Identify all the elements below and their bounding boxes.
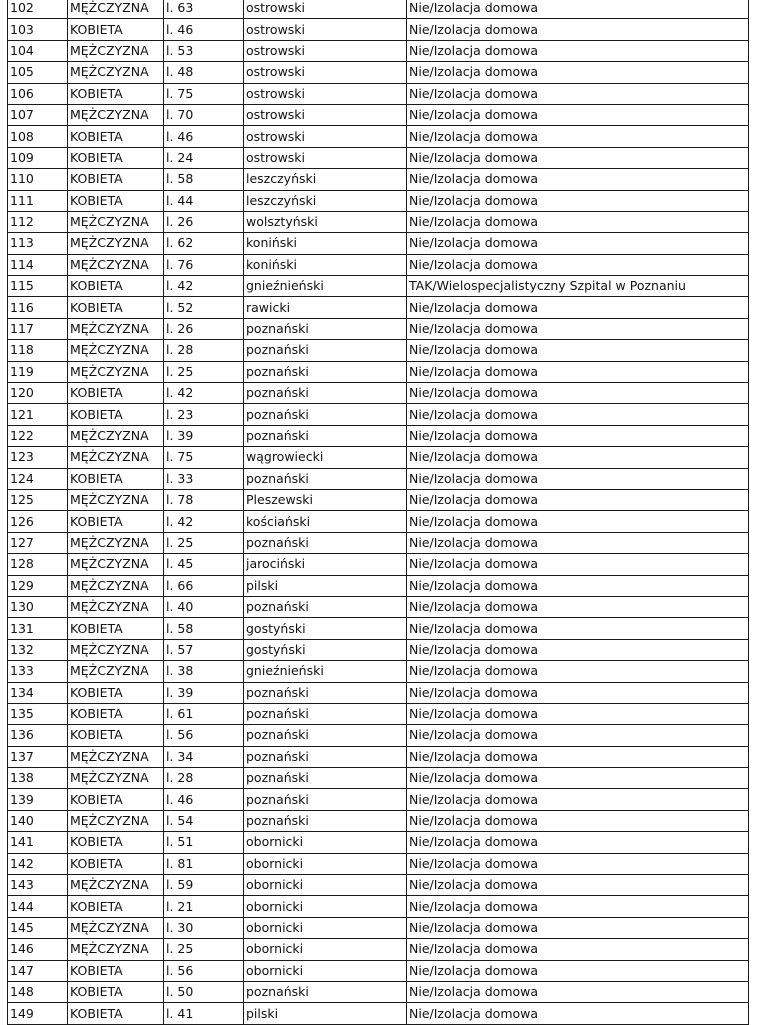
district-cell: poznański <box>244 703 407 724</box>
age-cell: l. 45 <box>164 554 244 575</box>
age-cell: l. 56 <box>164 960 244 981</box>
hospitalization-status-cell: Nie/Izolacja domowa <box>407 211 749 232</box>
age-cell: l. 30 <box>164 917 244 938</box>
table-row <box>8 425 749 446</box>
age-cell: l. 51 <box>164 832 244 853</box>
district-cell: poznański <box>244 340 407 361</box>
sex-cell: MĘŻCZYZNA <box>68 62 164 83</box>
table-row <box>8 19 749 40</box>
case-number-cell: 144 <box>8 896 68 917</box>
hospitalization-status-cell: Nie/Izolacja domowa <box>407 511 749 532</box>
sex-cell: KOBIETA <box>68 1003 164 1024</box>
table-row <box>8 917 749 938</box>
hospitalization-status-cell: Nie/Izolacja domowa <box>407 383 749 404</box>
age-cell: l. 46 <box>164 19 244 40</box>
table-row <box>8 853 749 874</box>
case-number-cell: 134 <box>8 682 68 703</box>
case-number-cell: 145 <box>8 917 68 938</box>
case-number-cell: 121 <box>8 404 68 425</box>
table-row <box>8 254 749 275</box>
age-cell: l. 54 <box>164 810 244 831</box>
case-number-cell: 137 <box>8 746 68 767</box>
age-cell: l. 42 <box>164 511 244 532</box>
sex-cell: MĘŻCZYZNA <box>68 639 164 660</box>
sex-cell: MĘŻCZYZNA <box>68 447 164 468</box>
sex-cell: KOBIETA <box>68 682 164 703</box>
sex-cell: MĘŻCZYZNA <box>68 489 164 510</box>
hospitalization-status-cell: Nie/Izolacja domowa <box>407 618 749 639</box>
case-number-cell: 136 <box>8 725 68 746</box>
table-row <box>8 0 749 19</box>
table-row <box>8 489 749 510</box>
table-row <box>8 981 749 1002</box>
table-row <box>8 361 749 382</box>
case-number-cell: 105 <box>8 62 68 83</box>
district-cell: poznański <box>244 404 407 425</box>
district-cell: ostrowski <box>244 40 407 61</box>
case-number-cell: 119 <box>8 361 68 382</box>
case-number-cell: 131 <box>8 618 68 639</box>
district-cell: leszczyński <box>244 169 407 190</box>
sex-cell: MĘŻCZYZNA <box>68 233 164 254</box>
hospitalization-status-cell: Nie/Izolacja domowa <box>407 40 749 61</box>
district-cell: obornicki <box>244 896 407 917</box>
hospitalization-status-cell: Nie/Izolacja domowa <box>407 832 749 853</box>
age-cell: l. 76 <box>164 254 244 275</box>
case-number-cell: 138 <box>8 768 68 789</box>
case-number-cell: 104 <box>8 40 68 61</box>
hospitalization-status-cell: Nie/Izolacja domowa <box>407 939 749 960</box>
district-cell: poznański <box>244 425 407 446</box>
sex-cell: KOBIETA <box>68 468 164 489</box>
district-cell: obornicki <box>244 960 407 981</box>
case-number-cell: 128 <box>8 554 68 575</box>
district-cell: pilski <box>244 575 407 596</box>
table-row <box>8 768 749 789</box>
table-row <box>8 575 749 596</box>
hospitalization-status-cell: Nie/Izolacja domowa <box>407 318 749 339</box>
age-cell: l. 39 <box>164 682 244 703</box>
sex-cell: MĘŻCZYZNA <box>68 361 164 382</box>
hospitalization-status-cell: Nie/Izolacja domowa <box>407 725 749 746</box>
sex-cell: KOBIETA <box>68 703 164 724</box>
sex-cell: KOBIETA <box>68 853 164 874</box>
sex-cell: KOBIETA <box>68 618 164 639</box>
table-row <box>8 789 749 810</box>
sex-cell: MĘŻCZYZNA <box>68 661 164 682</box>
table-row <box>8 447 749 468</box>
district-cell: poznański <box>244 789 407 810</box>
age-cell: l. 26 <box>164 318 244 339</box>
age-cell: l. 24 <box>164 147 244 168</box>
hospitalization-status-cell: Nie/Izolacja domowa <box>407 768 749 789</box>
district-cell: ostrowski <box>244 147 407 168</box>
age-cell: l. 56 <box>164 725 244 746</box>
age-cell: l. 33 <box>164 468 244 489</box>
hospitalization-status-cell: Nie/Izolacja domowa <box>407 981 749 1002</box>
district-cell: ostrowski <box>244 19 407 40</box>
table-row <box>8 554 749 575</box>
sex-cell: KOBIETA <box>68 725 164 746</box>
district-cell: ostrowski <box>244 83 407 104</box>
table-row <box>8 62 749 83</box>
case-number-cell: 135 <box>8 703 68 724</box>
age-cell: l. 42 <box>164 383 244 404</box>
case-number-cell: 149 <box>8 1003 68 1024</box>
table-row <box>8 661 749 682</box>
hospitalization-status-cell: Nie/Izolacja domowa <box>407 425 749 446</box>
age-cell: l. 75 <box>164 447 244 468</box>
table-row <box>8 682 749 703</box>
sex-cell: KOBIETA <box>68 832 164 853</box>
district-cell: pilski <box>244 1003 407 1024</box>
table-row <box>8 703 749 724</box>
age-cell: l. 28 <box>164 340 244 361</box>
hospitalization-status-cell: Nie/Izolacja domowa <box>407 190 749 211</box>
district-cell: ostrowski <box>244 126 407 147</box>
hospitalization-status-cell: Nie/Izolacja domowa <box>407 0 749 19</box>
hospitalization-status-cell: Nie/Izolacja domowa <box>407 62 749 83</box>
hospitalization-status-cell: Nie/Izolacja domowa <box>407 810 749 831</box>
sex-cell: MĘŻCZYZNA <box>68 211 164 232</box>
sex-cell: MĘŻCZYZNA <box>68 104 164 125</box>
district-cell: poznański <box>244 468 407 489</box>
hospitalization-status-cell: Nie/Izolacja domowa <box>407 147 749 168</box>
district-cell: ostrowski <box>244 0 407 19</box>
case-number-cell: 106 <box>8 83 68 104</box>
age-cell: l. 62 <box>164 233 244 254</box>
sex-cell: MĘŻCZYZNA <box>68 917 164 938</box>
hospitalization-status-cell: Nie/Izolacja domowa <box>407 468 749 489</box>
case-number-cell: 109 <box>8 147 68 168</box>
hospitalization-status-cell: Nie/Izolacja domowa <box>407 83 749 104</box>
hospitalization-status-cell: Nie/Izolacja domowa <box>407 853 749 874</box>
case-number-cell: 117 <box>8 318 68 339</box>
age-cell: l. 75 <box>164 83 244 104</box>
hospitalization-status-cell: TAK/Wielospecjalistyczny Szpital w Poznaniu <box>407 276 749 297</box>
age-cell: l. 52 <box>164 297 244 318</box>
age-cell: l. 61 <box>164 703 244 724</box>
case-number-cell: 118 <box>8 340 68 361</box>
district-cell: ostrowski <box>244 104 407 125</box>
table-row <box>8 746 749 767</box>
table-row <box>8 297 749 318</box>
district-cell: ostrowski <box>244 62 407 83</box>
table-row <box>8 404 749 425</box>
district-cell: poznański <box>244 981 407 1002</box>
age-cell: l. 46 <box>164 789 244 810</box>
cases-table-body <box>8 0 749 1024</box>
hospitalization-status-cell: Nie/Izolacja domowa <box>407 169 749 190</box>
district-cell: poznański <box>244 383 407 404</box>
age-cell: l. 34 <box>164 746 244 767</box>
case-number-cell: 147 <box>8 960 68 981</box>
case-number-cell: 110 <box>8 169 68 190</box>
table-row <box>8 939 749 960</box>
case-number-cell: 142 <box>8 853 68 874</box>
table-row <box>8 810 749 831</box>
district-cell: poznański <box>244 532 407 553</box>
case-number-cell: 108 <box>8 126 68 147</box>
age-cell: l. 78 <box>164 489 244 510</box>
sex-cell: MĘŻCZYZNA <box>68 254 164 275</box>
hospitalization-status-cell: Nie/Izolacja domowa <box>407 661 749 682</box>
district-cell: poznański <box>244 596 407 617</box>
case-number-cell: 107 <box>8 104 68 125</box>
hospitalization-status-cell: Nie/Izolacja domowa <box>407 404 749 425</box>
sex-cell: MĘŻCZYZNA <box>68 596 164 617</box>
case-number-cell: 113 <box>8 233 68 254</box>
table-row <box>8 896 749 917</box>
sex-cell: KOBIETA <box>68 19 164 40</box>
sex-cell: KOBIETA <box>68 404 164 425</box>
hospitalization-status-cell: Nie/Izolacja domowa <box>407 875 749 896</box>
case-number-cell: 120 <box>8 383 68 404</box>
age-cell: l. 44 <box>164 190 244 211</box>
case-number-cell: 127 <box>8 532 68 553</box>
age-cell: l. 41 <box>164 1003 244 1024</box>
district-cell: poznański <box>244 361 407 382</box>
case-number-cell: 103 <box>8 19 68 40</box>
table-row <box>8 83 749 104</box>
district-cell: jarociński <box>244 554 407 575</box>
sex-cell: KOBIETA <box>68 126 164 147</box>
sex-cell: MĘŻCZYZNA <box>68 340 164 361</box>
sex-cell: KOBIETA <box>68 896 164 917</box>
hospitalization-status-cell: Nie/Izolacja domowa <box>407 1003 749 1024</box>
sex-cell: MĘŻCZYZNA <box>68 425 164 446</box>
sex-cell: KOBIETA <box>68 297 164 318</box>
case-number-cell: 126 <box>8 511 68 532</box>
sex-cell: MĘŻCZYZNA <box>68 768 164 789</box>
age-cell: l. 25 <box>164 361 244 382</box>
table-row <box>8 511 749 532</box>
age-cell: l. 48 <box>164 62 244 83</box>
district-cell: poznański <box>244 768 407 789</box>
sex-cell: MĘŻCZYZNA <box>68 575 164 596</box>
case-number-cell: 130 <box>8 596 68 617</box>
district-cell: gnieźnieński <box>244 276 407 297</box>
hospitalization-status-cell: Nie/Izolacja domowa <box>407 19 749 40</box>
age-cell: l. 38 <box>164 661 244 682</box>
hospitalization-status-cell: Nie/Izolacja domowa <box>407 297 749 318</box>
hospitalization-status-cell: Nie/Izolacja domowa <box>407 104 749 125</box>
sex-cell: MĘŻCZYZNA <box>68 318 164 339</box>
age-cell: l. 46 <box>164 126 244 147</box>
table-row <box>8 639 749 660</box>
sex-cell: KOBIETA <box>68 276 164 297</box>
district-cell: poznański <box>244 318 407 339</box>
hospitalization-status-cell: Nie/Izolacja domowa <box>407 789 749 810</box>
sex-cell: KOBIETA <box>68 83 164 104</box>
age-cell: l. 63 <box>164 0 244 19</box>
table-row <box>8 832 749 853</box>
hospitalization-status-cell: Nie/Izolacja domowa <box>407 896 749 917</box>
table-row <box>8 318 749 339</box>
district-cell: obornicki <box>244 832 407 853</box>
district-cell: gostyński <box>244 639 407 660</box>
table-row <box>8 468 749 489</box>
age-cell: l. 81 <box>164 853 244 874</box>
age-cell: l. 57 <box>164 639 244 660</box>
table-row <box>8 875 749 896</box>
district-cell: kościański <box>244 511 407 532</box>
hospitalization-status-cell: Nie/Izolacja domowa <box>407 532 749 553</box>
hospitalization-status-cell: Nie/Izolacja domowa <box>407 575 749 596</box>
sex-cell: MĘŻCZYZNA <box>68 554 164 575</box>
district-cell: poznański <box>244 810 407 831</box>
district-cell: koniński <box>244 233 407 254</box>
district-cell: gostyński <box>244 618 407 639</box>
hospitalization-status-cell: Nie/Izolacja domowa <box>407 554 749 575</box>
table-row <box>8 276 749 297</box>
district-cell: poznański <box>244 725 407 746</box>
table-row <box>8 147 749 168</box>
age-cell: l. 66 <box>164 575 244 596</box>
case-number-cell: 124 <box>8 468 68 489</box>
table-row <box>8 40 749 61</box>
hospitalization-status-cell: Nie/Izolacja domowa <box>407 960 749 981</box>
cases-table <box>7 0 749 1025</box>
case-number-cell: 115 <box>8 276 68 297</box>
table-row <box>8 233 749 254</box>
sex-cell: MĘŻCZYZNA <box>68 40 164 61</box>
district-cell: leszczyński <box>244 190 407 211</box>
sex-cell: KOBIETA <box>68 169 164 190</box>
age-cell: l. 26 <box>164 211 244 232</box>
table-row <box>8 211 749 232</box>
age-cell: l. 58 <box>164 169 244 190</box>
case-number-cell: 139 <box>8 789 68 810</box>
district-cell: rawicki <box>244 297 407 318</box>
case-number-cell: 102 <box>8 0 68 19</box>
case-number-cell: 122 <box>8 425 68 446</box>
district-cell: obornicki <box>244 853 407 874</box>
table-row <box>8 960 749 981</box>
sex-cell: KOBIETA <box>68 190 164 211</box>
sex-cell: KOBIETA <box>68 147 164 168</box>
sex-cell: KOBIETA <box>68 383 164 404</box>
case-number-cell: 143 <box>8 875 68 896</box>
sex-cell: MĘŻCZYZNA <box>68 0 164 19</box>
case-number-cell: 146 <box>8 939 68 960</box>
table-row <box>8 618 749 639</box>
sex-cell: KOBIETA <box>68 789 164 810</box>
case-number-cell: 116 <box>8 297 68 318</box>
case-number-cell: 132 <box>8 639 68 660</box>
age-cell: l. 42 <box>164 276 244 297</box>
table-row <box>8 104 749 125</box>
sex-cell: MĘŻCZYZNA <box>68 875 164 896</box>
age-cell: l. 59 <box>164 875 244 896</box>
hospitalization-status-cell: Nie/Izolacja domowa <box>407 126 749 147</box>
hospitalization-status-cell: Nie/Izolacja domowa <box>407 917 749 938</box>
age-cell: l. 50 <box>164 981 244 1002</box>
case-number-cell: 111 <box>8 190 68 211</box>
age-cell: l. 53 <box>164 40 244 61</box>
district-cell: poznański <box>244 682 407 703</box>
hospitalization-status-cell: Nie/Izolacja domowa <box>407 447 749 468</box>
table-row <box>8 596 749 617</box>
table-row <box>8 340 749 361</box>
hospitalization-status-cell: Nie/Izolacja domowa <box>407 639 749 660</box>
age-cell: l. 28 <box>164 768 244 789</box>
case-number-cell: 112 <box>8 211 68 232</box>
district-cell: obornicki <box>244 939 407 960</box>
sex-cell: KOBIETA <box>68 960 164 981</box>
table-row <box>8 532 749 553</box>
hospitalization-status-cell: Nie/Izolacja domowa <box>407 489 749 510</box>
case-number-cell: 141 <box>8 832 68 853</box>
age-cell: l. 23 <box>164 404 244 425</box>
district-cell: Pleszewski <box>244 489 407 510</box>
hospitalization-status-cell: Nie/Izolacja domowa <box>407 682 749 703</box>
district-cell: poznański <box>244 746 407 767</box>
district-cell: koniński <box>244 254 407 275</box>
sex-cell: MĘŻCZYZNA <box>68 810 164 831</box>
district-cell: gnieźnieński <box>244 661 407 682</box>
district-cell: obornicki <box>244 875 407 896</box>
district-cell: obornicki <box>244 917 407 938</box>
age-cell: l. 70 <box>164 104 244 125</box>
case-number-cell: 148 <box>8 981 68 1002</box>
sex-cell: KOBIETA <box>68 511 164 532</box>
hospitalization-status-cell: Nie/Izolacja domowa <box>407 703 749 724</box>
case-number-cell: 133 <box>8 661 68 682</box>
hospitalization-status-cell: Nie/Izolacja domowa <box>407 233 749 254</box>
hospitalization-status-cell: Nie/Izolacja domowa <box>407 340 749 361</box>
hospitalization-status-cell: Nie/Izolacja domowa <box>407 254 749 275</box>
table-row <box>8 190 749 211</box>
sex-cell: MĘŻCZYZNA <box>68 746 164 767</box>
case-number-cell: 140 <box>8 810 68 831</box>
case-number-cell: 125 <box>8 489 68 510</box>
district-cell: wągrowiecki <box>244 447 407 468</box>
table-row <box>8 1003 749 1024</box>
case-number-cell: 129 <box>8 575 68 596</box>
age-cell: l. 39 <box>164 425 244 446</box>
hospitalization-status-cell: Nie/Izolacja domowa <box>407 361 749 382</box>
table-row <box>8 126 749 147</box>
sex-cell: MĘŻCZYZNA <box>68 532 164 553</box>
table-row <box>8 383 749 404</box>
sex-cell: KOBIETA <box>68 981 164 1002</box>
table-row <box>8 169 749 190</box>
case-number-cell: 114 <box>8 254 68 275</box>
age-cell: l. 40 <box>164 596 244 617</box>
age-cell: l. 25 <box>164 939 244 960</box>
age-cell: l. 58 <box>164 618 244 639</box>
hospitalization-status-cell: Nie/Izolacja domowa <box>407 746 749 767</box>
hospitalization-status-cell: Nie/Izolacja domowa <box>407 596 749 617</box>
district-cell: wolsztyński <box>244 211 407 232</box>
age-cell: l. 21 <box>164 896 244 917</box>
age-cell: l. 25 <box>164 532 244 553</box>
table-row <box>8 725 749 746</box>
sex-cell: MĘŻCZYZNA <box>68 939 164 960</box>
case-number-cell: 123 <box>8 447 68 468</box>
